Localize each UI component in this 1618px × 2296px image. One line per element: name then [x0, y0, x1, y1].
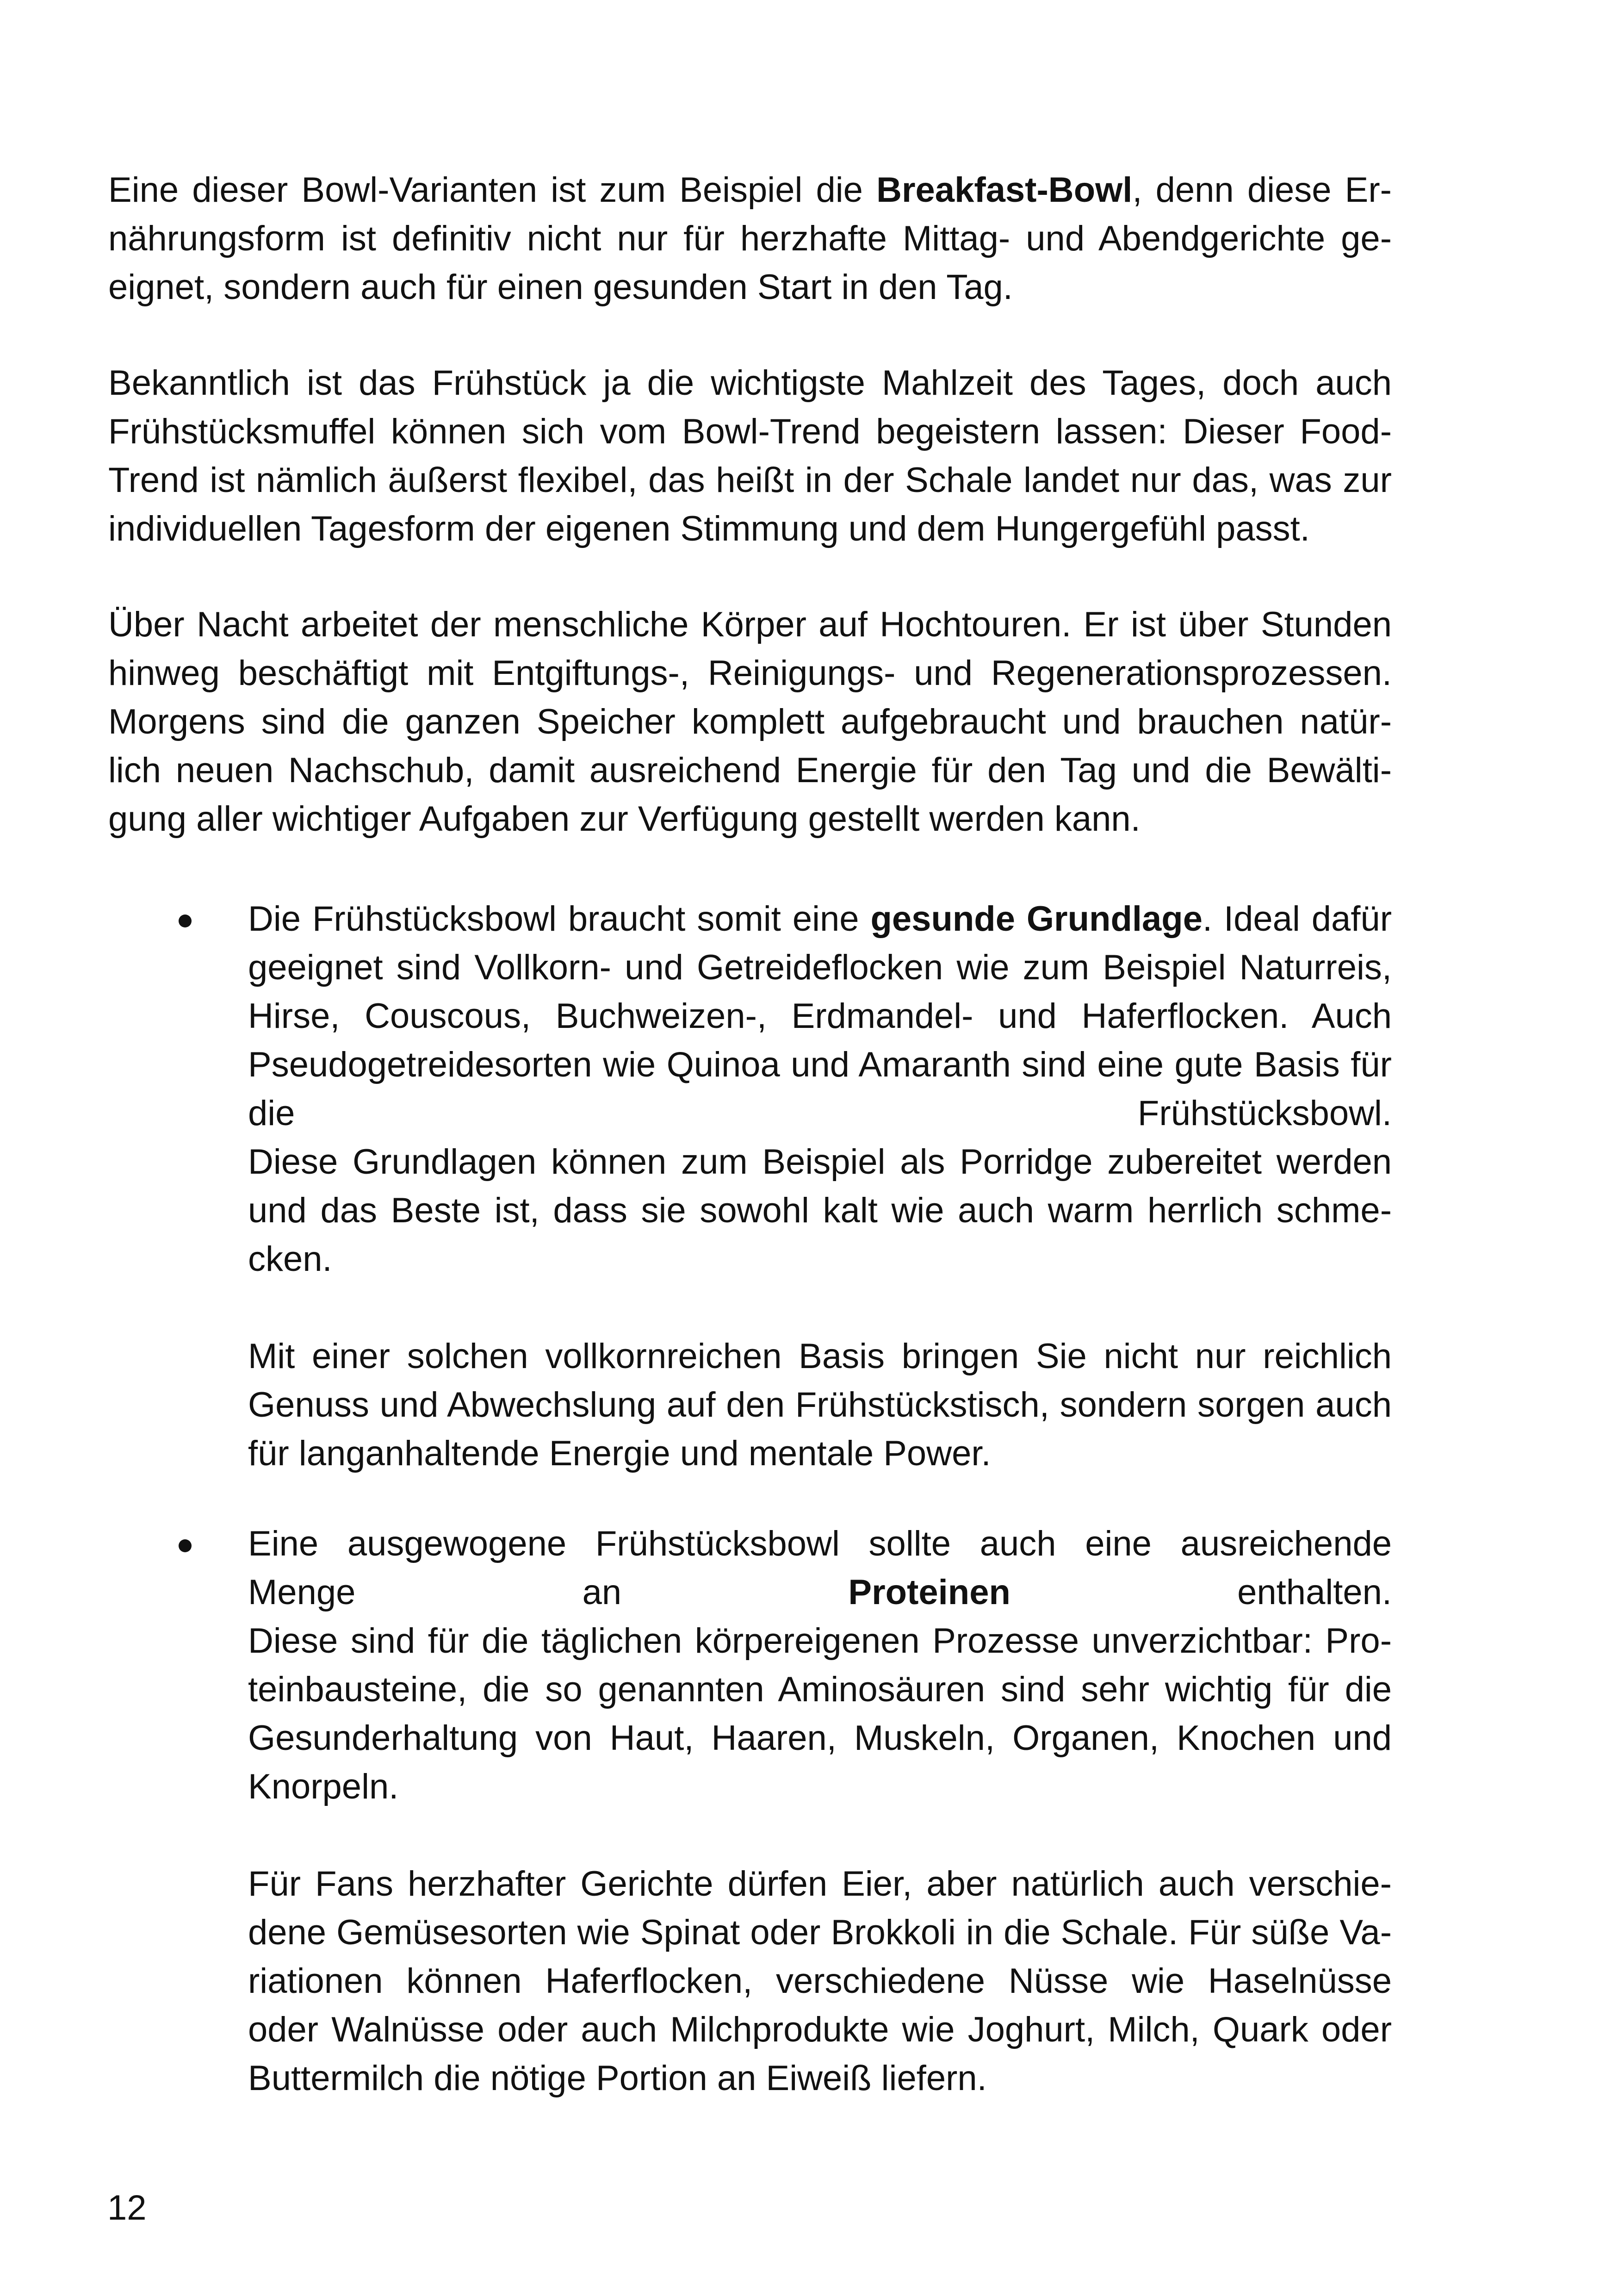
text-run: die Frühstücksbowl. — [248, 1094, 1392, 1133]
text-line — [248, 992, 1392, 1040]
paragraph-gap — [248, 1811, 1392, 1860]
text-run: Bekanntlich ist das Frühstück ja die wichtigste Mahlzeit des Tages, doch auch — [108, 363, 1392, 403]
text-run: Gesunderhaltung von Haut, Haaren, Muskeln, Organen, Knochen und — [248, 1718, 1392, 1758]
text-line — [248, 1332, 1392, 1381]
text-line — [248, 2054, 1392, 2103]
text-line — [108, 504, 1392, 553]
text-run: Über Nacht arbeitet der menschliche Körper auf Hochtouren. Er ist über Stunden — [108, 605, 1392, 644]
text-run: riationen können Haferflocken, verschiedene Nüsse wie Haselnüsse — [248, 1961, 1392, 2001]
text-line — [248, 1089, 1392, 1138]
text-line — [248, 1138, 1392, 1186]
text-line — [248, 1381, 1392, 1429]
text-line — [248, 1040, 1392, 1089]
text-run: oder Walnüsse oder auch Milchprodukte wie Joghurt, Milch, Quark oder — [248, 2010, 1392, 2049]
text-line — [248, 1957, 1392, 2005]
text-run: gung aller wichtiger Aufgaben zur Verfügung gestellt werden kann. — [108, 799, 1141, 839]
text-line — [108, 697, 1392, 746]
bold-text: gesunde Grundlage — [870, 899, 1203, 939]
text-line — [248, 1429, 1392, 1478]
text-line — [108, 407, 1392, 456]
text-line — [248, 895, 1392, 943]
text-run: dene Gemüsesorten wie Spinat oder Brokkoli in die Schale. Für süße Va- — [248, 1913, 1392, 1952]
text-run: hinweg beschäftigt mit Entgiftungs-, Reinigungs- und Regenerationsprozessen. — [108, 653, 1392, 693]
text-line — [248, 1186, 1392, 1235]
text-line — [248, 2005, 1392, 2054]
text-run: Eine ausgewogene Frühstücksbowl sollte auch eine ausreichende — [248, 1524, 1392, 1563]
bold-text: Proteinen — [848, 1573, 1010, 1612]
text-run: Morgens sind die ganzen Speicher komplett aufgebraucht und brauchen natür- — [108, 702, 1392, 741]
paragraph-gap — [248, 1283, 1392, 1332]
text-line — [108, 359, 1392, 407]
text-run: lich neuen Nachschub, damit ausreichend Energie für den Tag und die Bewälti- — [108, 751, 1392, 790]
text-run: Pseudogetreidesorten wie Quinoa und Amaranth sind eine gute Basis für — [248, 1045, 1392, 1084]
text-run: für langanhaltende Energie und mentale Power. — [248, 1434, 991, 1473]
text-run: Trend ist nämlich äußerst flexibel, das heißt in der Schale landet nur das, was zur — [108, 460, 1392, 500]
text-run: Eine dieser Bowl-Varianten ist zum Beispiel die — [108, 170, 877, 210]
text-line — [248, 1617, 1392, 1665]
text-run: Buttermilch die nötige Portion an Eiweiß liefern. — [248, 2059, 987, 2098]
text-run: nährungsform ist definitiv nicht nur für herzhafte Mittag- und Abendgerichte ge- — [108, 219, 1392, 258]
bullet-item-healthy-base — [248, 895, 1392, 1478]
text-run: Frühstücksmuffel können sich vom Bowl-Trend begeistern lassen: Dieser Food- — [108, 412, 1392, 451]
text-line — [248, 1568, 1392, 1617]
text-run: eignet, sondern auch für einen gesunden Start in den Tag. — [108, 268, 1013, 307]
text-line — [108, 456, 1392, 504]
text-line — [108, 746, 1392, 795]
text-line — [248, 1908, 1392, 1957]
text-run: Menge an — [248, 1573, 849, 1612]
text-run: Hirse, Couscous, Buchweizen-, Erdmandel- und Haferflocken. Auch — [248, 996, 1392, 1036]
paragraph-breakfast-importance — [108, 359, 1392, 553]
text-line — [108, 649, 1392, 697]
text-line — [108, 795, 1392, 843]
text-line — [248, 1235, 1392, 1283]
text-line — [248, 1714, 1392, 1762]
text-run: teinbausteine, die so genannten Aminosäuren sind sehr wichtig für die — [248, 1670, 1392, 1709]
text-run: Mit einer solchen vollkornreichen Basis bringen Sie nicht nur reichlich — [248, 1337, 1392, 1376]
text-line — [108, 166, 1392, 214]
text-line — [108, 214, 1392, 263]
text-line — [108, 263, 1392, 311]
paragraph-breakfast-bowl-intro — [108, 166, 1392, 311]
text-run: Die Frühstücksbowl braucht somit eine — [248, 899, 871, 939]
text-run: Genuss und Abwechslung auf den Frühstückstisch, sondern sorgen auch — [248, 1385, 1392, 1425]
text-line — [248, 1519, 1392, 1568]
text-run: enthalten. — [1010, 1573, 1392, 1612]
text-run: Knorpeln. — [248, 1767, 399, 1806]
text-line — [248, 1665, 1392, 1714]
text-line — [248, 1860, 1392, 1908]
text-run: cken. — [248, 1239, 332, 1279]
text-line — [108, 600, 1392, 649]
bullet-point-icon — [179, 915, 192, 927]
bullet-point-icon — [179, 1539, 192, 1552]
bold-text: Breakfast-Bowl — [876, 170, 1133, 210]
text-line — [248, 1762, 1392, 1811]
paragraph-overnight-body — [108, 600, 1392, 843]
page-number: 12 — [107, 2188, 147, 2228]
text-run: geeignet sind Vollkorn- und Getreideflocken wie zum Beispiel Naturreis, — [248, 948, 1392, 987]
text-run: , denn diese Er- — [1132, 170, 1392, 210]
text-run: Diese sind für die täglichen körpereigenen Prozesse unverzichtbar: Pro- — [248, 1621, 1392, 1661]
text-run: individuellen Tagesform der eigenen Stimmung und dem Hungergefühl passt. — [108, 509, 1310, 548]
text-run: . Ideal dafür — [1202, 899, 1392, 939]
text-run: Für Fans herzhafter Gerichte dürfen Eier, aber natürlich auch verschie- — [248, 1864, 1392, 1904]
text-run: Diese Grundlagen können zum Beispiel als Porridge zubereitet werden — [248, 1142, 1392, 1182]
bullet-item-proteins — [248, 1519, 1392, 2103]
text-line — [248, 943, 1392, 992]
text-run: und das Beste ist, dass sie sowohl kalt wie auch warm herrlich schme- — [248, 1191, 1392, 1230]
